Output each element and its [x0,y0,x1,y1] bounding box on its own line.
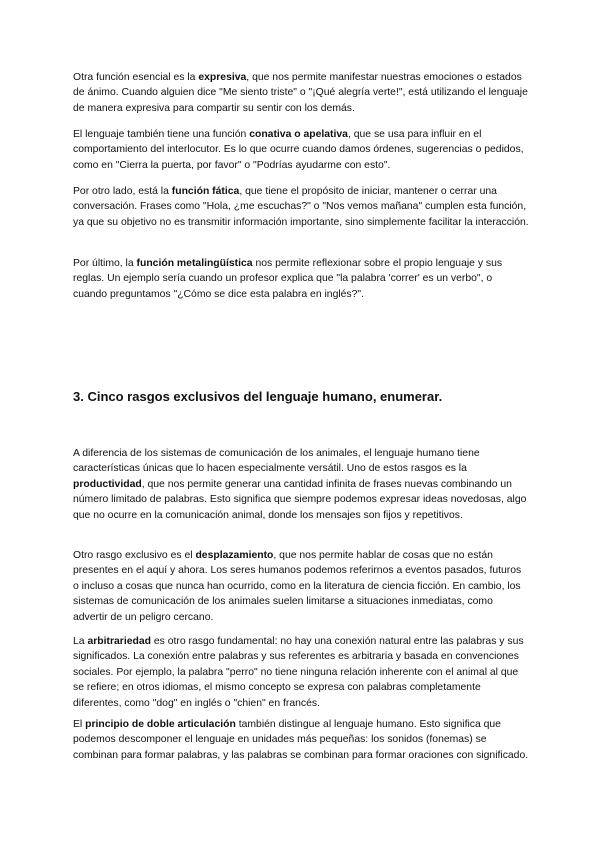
paragraph-conativa: El lenguaje también tiene una función conativa o apelativa, que se usa para influir en el comportamiento del interlocutor. Es lo que ocurre cuando damos órdenes, sugerencias o pedidos, como en "Cierra la puerta, por favor" o "Podrías ayudarme con esto". [73,129,524,171]
bold-term: arbitrariedad [87,636,151,647]
paragraph-productividad: A diferencia de los sistemas de comunicación de los animales, el lenguaje humano tiene características únicas que lo hacen especialmente versátil. Uno de estos rasgos es la productividad, que nos permite generar una cantidad infinita de frases nuevas combinando un número limitado de palabras. Esto significa que siempre podemos expresar ideas novedosas, algo que no ocurre en la comunicación animal, donde los mensajes son fijos y repetitivos. [73,448,527,521]
bold-term: función metalingüística [136,258,253,269]
section-heading: 3. Cinco rasgos exclusivos del lenguaje humano, enumerar. [73,389,443,404]
paragraph-desplazamiento: Otro rasgo exclusivo es el desplazamiento, que nos permite hablar de cosas que no están presentes en el aquí y ahora. Los seres humanos podemos referirnos a eventos pasados, futuros o incluso a cosas que nunca han ocurrido, como en la literatura de ciencia ficción. En cambio, los sistemas de comunicación de los animales suelen limitarse a situaciones inmediatas, como advertir de un peligro cercano. [73,550,522,623]
bold-term: conativa o apelativa [249,129,348,140]
paragraph-doble-articulacion: El principio de doble articulación también distingue al lenguaje humano. Esto significa que podemos descomponer el lenguaje en unidades más pequeñas: los sonidos (fonemas) se combinan para formar palabras, y las palabras se combinan para formar oraciones con significado. [73,719,529,761]
paragraph-expresiva: Otra función esencial es la expresiva, que nos permite manifestar nuestras emociones o estados de ánimo. Cuando alguien dice "Me siento triste" o "¡Qué alegría verte!", está utilizando el lenguaje de manera expresiva para compartir su sentir con los demás. [73,72,528,114]
paragraph-arbitrariedad: La arbitrariedad es otro rasgo fundamental: no hay una conexión natural entre las palabras y sus significados. La conexión entre palabras y sus referentes es arbitraria y basada en convenciones sociales. Por ejemplo, la palabra "perro" no tiene ninguna relación inherente con el animal al que se refiere; en otros idiomas, el mismo concepto se expresa con palabras completamente diferentes, como "dog" en inglés o "chien" en francés. [73,636,524,709]
paragraph-fatica: Por otro lado, está la función fática, que tiene el propósito de iniciar, mantener o cerrar una conversación. Frases como "Hola, ¿me escuchas?" o "Nos vemos mañana" cumplen esta función, ya que su objetivo no es transmitir información importante, sino simplemente facilitar la interacción. [73,186,529,228]
paragraph-metalinguistica: Por último, la función metalingüística nos permite reflexionar sobre el propio lenguaje y sus reglas. Un ejemplo sería cuando un profesor explica que "la palabra 'correr' es un verbo", o cuando preguntamos "¿Cómo se dice esta palabra en inglés?". [73,258,503,300]
bold-term: función fática [171,186,240,197]
bold-term: productividad [73,478,142,490]
bold-term: expresiva [198,72,247,83]
bold-term: principio de doble articulación [85,719,236,730]
bold-term: desplazamiento [195,550,274,561]
